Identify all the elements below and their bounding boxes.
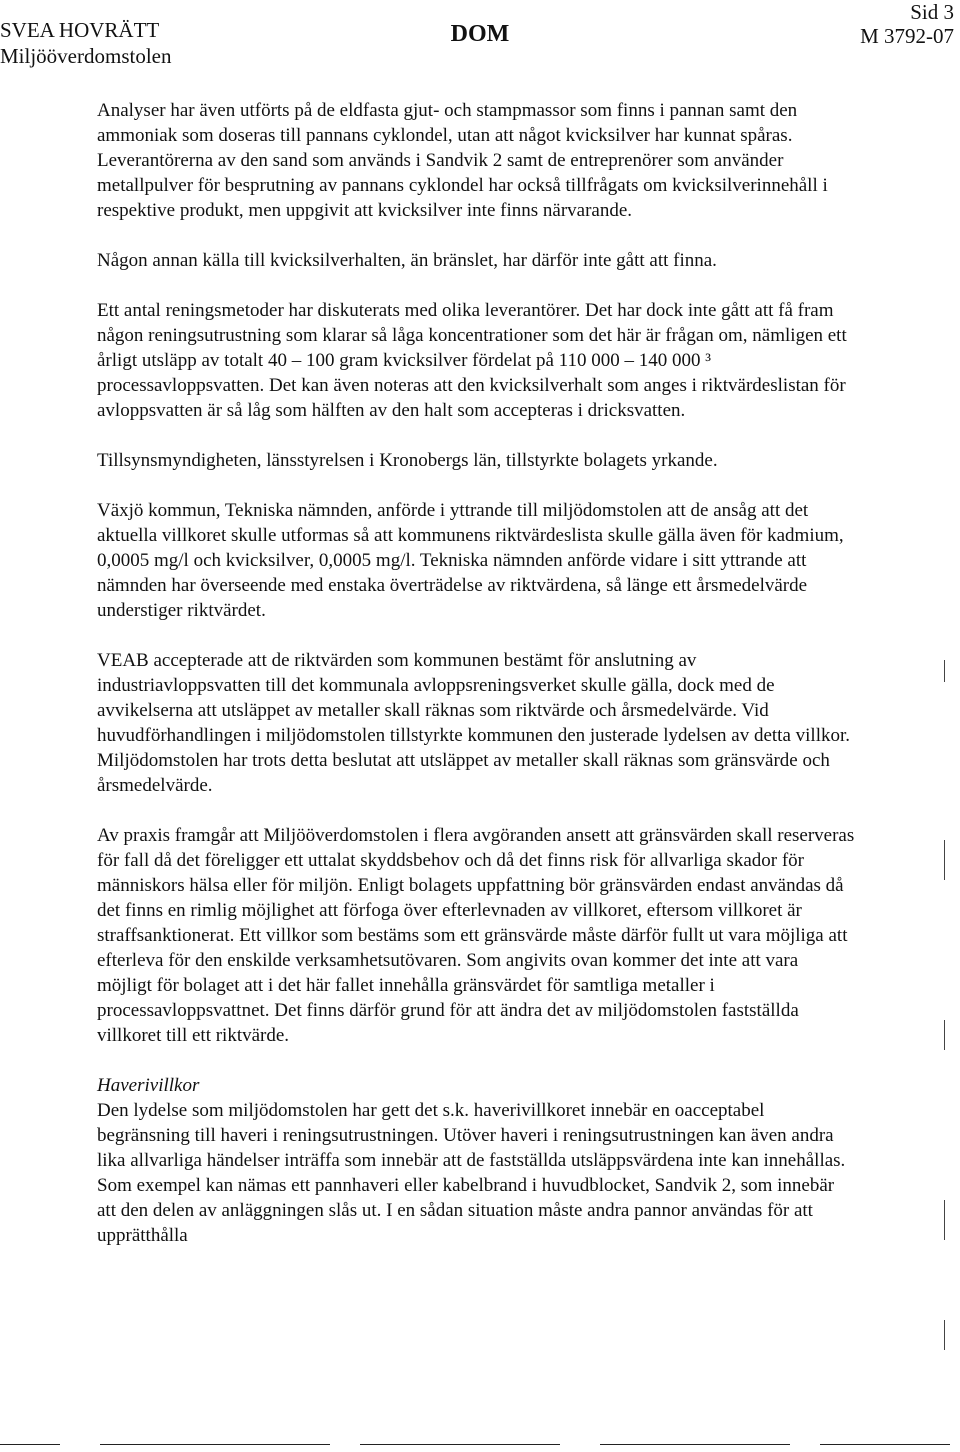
paragraph-purification-methods: Ett antal reningsmetoder har diskuterats med olika leverantörer. Det har dock inte gått att få fram någon reningsutrustning som klarar så låga koncentrationer som det här är frågan om, nämligen ett årligt utsläpp av totalt 40 – 100 gram kvicksilver fördelat på 110 000 – 140 000 ³ processavloppsvatten. Det kan även noteras att den kvicksilverhalt som anges i riktvärdeslistan för avloppsvatten är så låg som hälften av den halt som accepteras i dricksvatten. xyxy=(97,300,847,421)
page-number: Sid 3 xyxy=(910,0,954,24)
scan-margin-mark xyxy=(944,1200,945,1240)
footer-rule xyxy=(0,1444,960,1445)
document-body xyxy=(97,98,857,1273)
scan-margin-mark xyxy=(944,1320,945,1350)
paragraph-analyses: Analyser har även utförts på de eldfasta gjut- och stampmassor som finns i pannan samt den ammoniak som doseras till pannans cyklondel, utan att något kvicksilver har kunnat spåras. Leverantörerna av den sand som används i Sandvik 2 samt de entreprenörer som använder metallpulver för besprutning av pannans cyklondel har också tillfrågats om kvicksilverinnehåll i respektive produkt, men uppgivit att kvicksilver inte finns närvarande. xyxy=(97,100,828,221)
paragraph-praxis: Av praxis framgår att Miljööverdomstolen i flera avgöranden ansett att gränsvärden skall reserveras för fall då det föreligger ett uttalat skyddsbehov och då det finns risk för allvarliga skador för människors hälsa eller för miljön. Enligt bolagets uppfattning bör gränsvärden endast användas då det finns en rimlig möjlighet att förfoga över efterlevnaden av villkoret, eftersom villkoret är straffsanktionerat. Ett villkor som bestäms som ett gränsvärde måste därför fullt ut vara möjliga att efterleva för den enskilde verksamhetsutövaren. Som angivits ovan kommer det inte att vara möjligt för bolaget att i det här fallet innehålla gränsvärdet för samtliga metaller i processavloppsvattnet. Det finns därför grund för att ändra det av miljödomstolen fastställda villkoret till ett riktvärde. xyxy=(97,825,855,1046)
scan-margin-mark xyxy=(944,660,945,682)
paragraph-haverivillkor: Den lydelse som miljödomstolen har gett det s.k. haverivillkoret innebär en oacceptabel begränsning till haveri i reningsutrustningen. Utöver haveri i reningsutrustningen kan även andra lika allvarliga händelser inträffa som innebär att de fastställda utsläppsvärdena inte kan innehållas. Som exempel kan nämas ett pannhaveri eller kabelbrand i huvudblocket, Sandvik 2, som innebär att den delen av anläggningen slås ut. I en sådan situation måste andra pannor användas för att upprätthålla xyxy=(97,1100,846,1246)
scan-margin-mark xyxy=(944,840,945,880)
case-number: M 3792-07 xyxy=(860,24,954,48)
section-heading: Haverivillkor xyxy=(97,1075,200,1096)
scan-margin-mark xyxy=(944,1020,945,1050)
paragraph-vaxjo-municipality: Växjö kommun, Tekniska nämnden, anförde i yttrande till miljödomstolen att de ansåg att det aktuella villkoret skulle utformas så att kommunens riktvärdeslista skulle gälla även för kadmium, 0,0005 mg/l och kvicksilver, 0,0005 mg/l. Tekniska nämnden anförde vidare i sitt yttrande att nämnden har överseende med enstaka överträdelse av riktvärdena, så länge ett årsmedelvärde understiger riktvärdet. xyxy=(97,500,844,621)
court-name: SVEA HOVRÄTT xyxy=(0,18,160,42)
paragraph-supervisory-authority: Tillsynsmyndigheten, länsstyrelsen i Kronobergs län, tillstyrkte bolagets yrkande. xyxy=(97,450,718,471)
document-type: DOM xyxy=(450,21,510,47)
department-name: Miljööverdomstolen xyxy=(0,44,172,68)
paragraph-veab: VEAB accepterade att de riktvärden som kommunen bestämt för anslutning av industriavloppsvatten till det kommunala avloppsreningsverket skulle gälla, dock med de avvikelserna att utsläppet av metaller skall räknas som riktvärde och årsmedelvärde. Vid huvudförhandlingen i miljödomstolen tillstyrkte kommunen den justerade lydelsen av detta villkor. Miljödomstolen har trots detta beslutat att utsläppet av metaller skall räknas som gränsvärde och årsmedelvärde. xyxy=(97,650,851,796)
paragraph-other-source: Någon annan källa till kvicksilverhalten, än bränslet, har därför inte gått att finna. xyxy=(97,250,717,271)
